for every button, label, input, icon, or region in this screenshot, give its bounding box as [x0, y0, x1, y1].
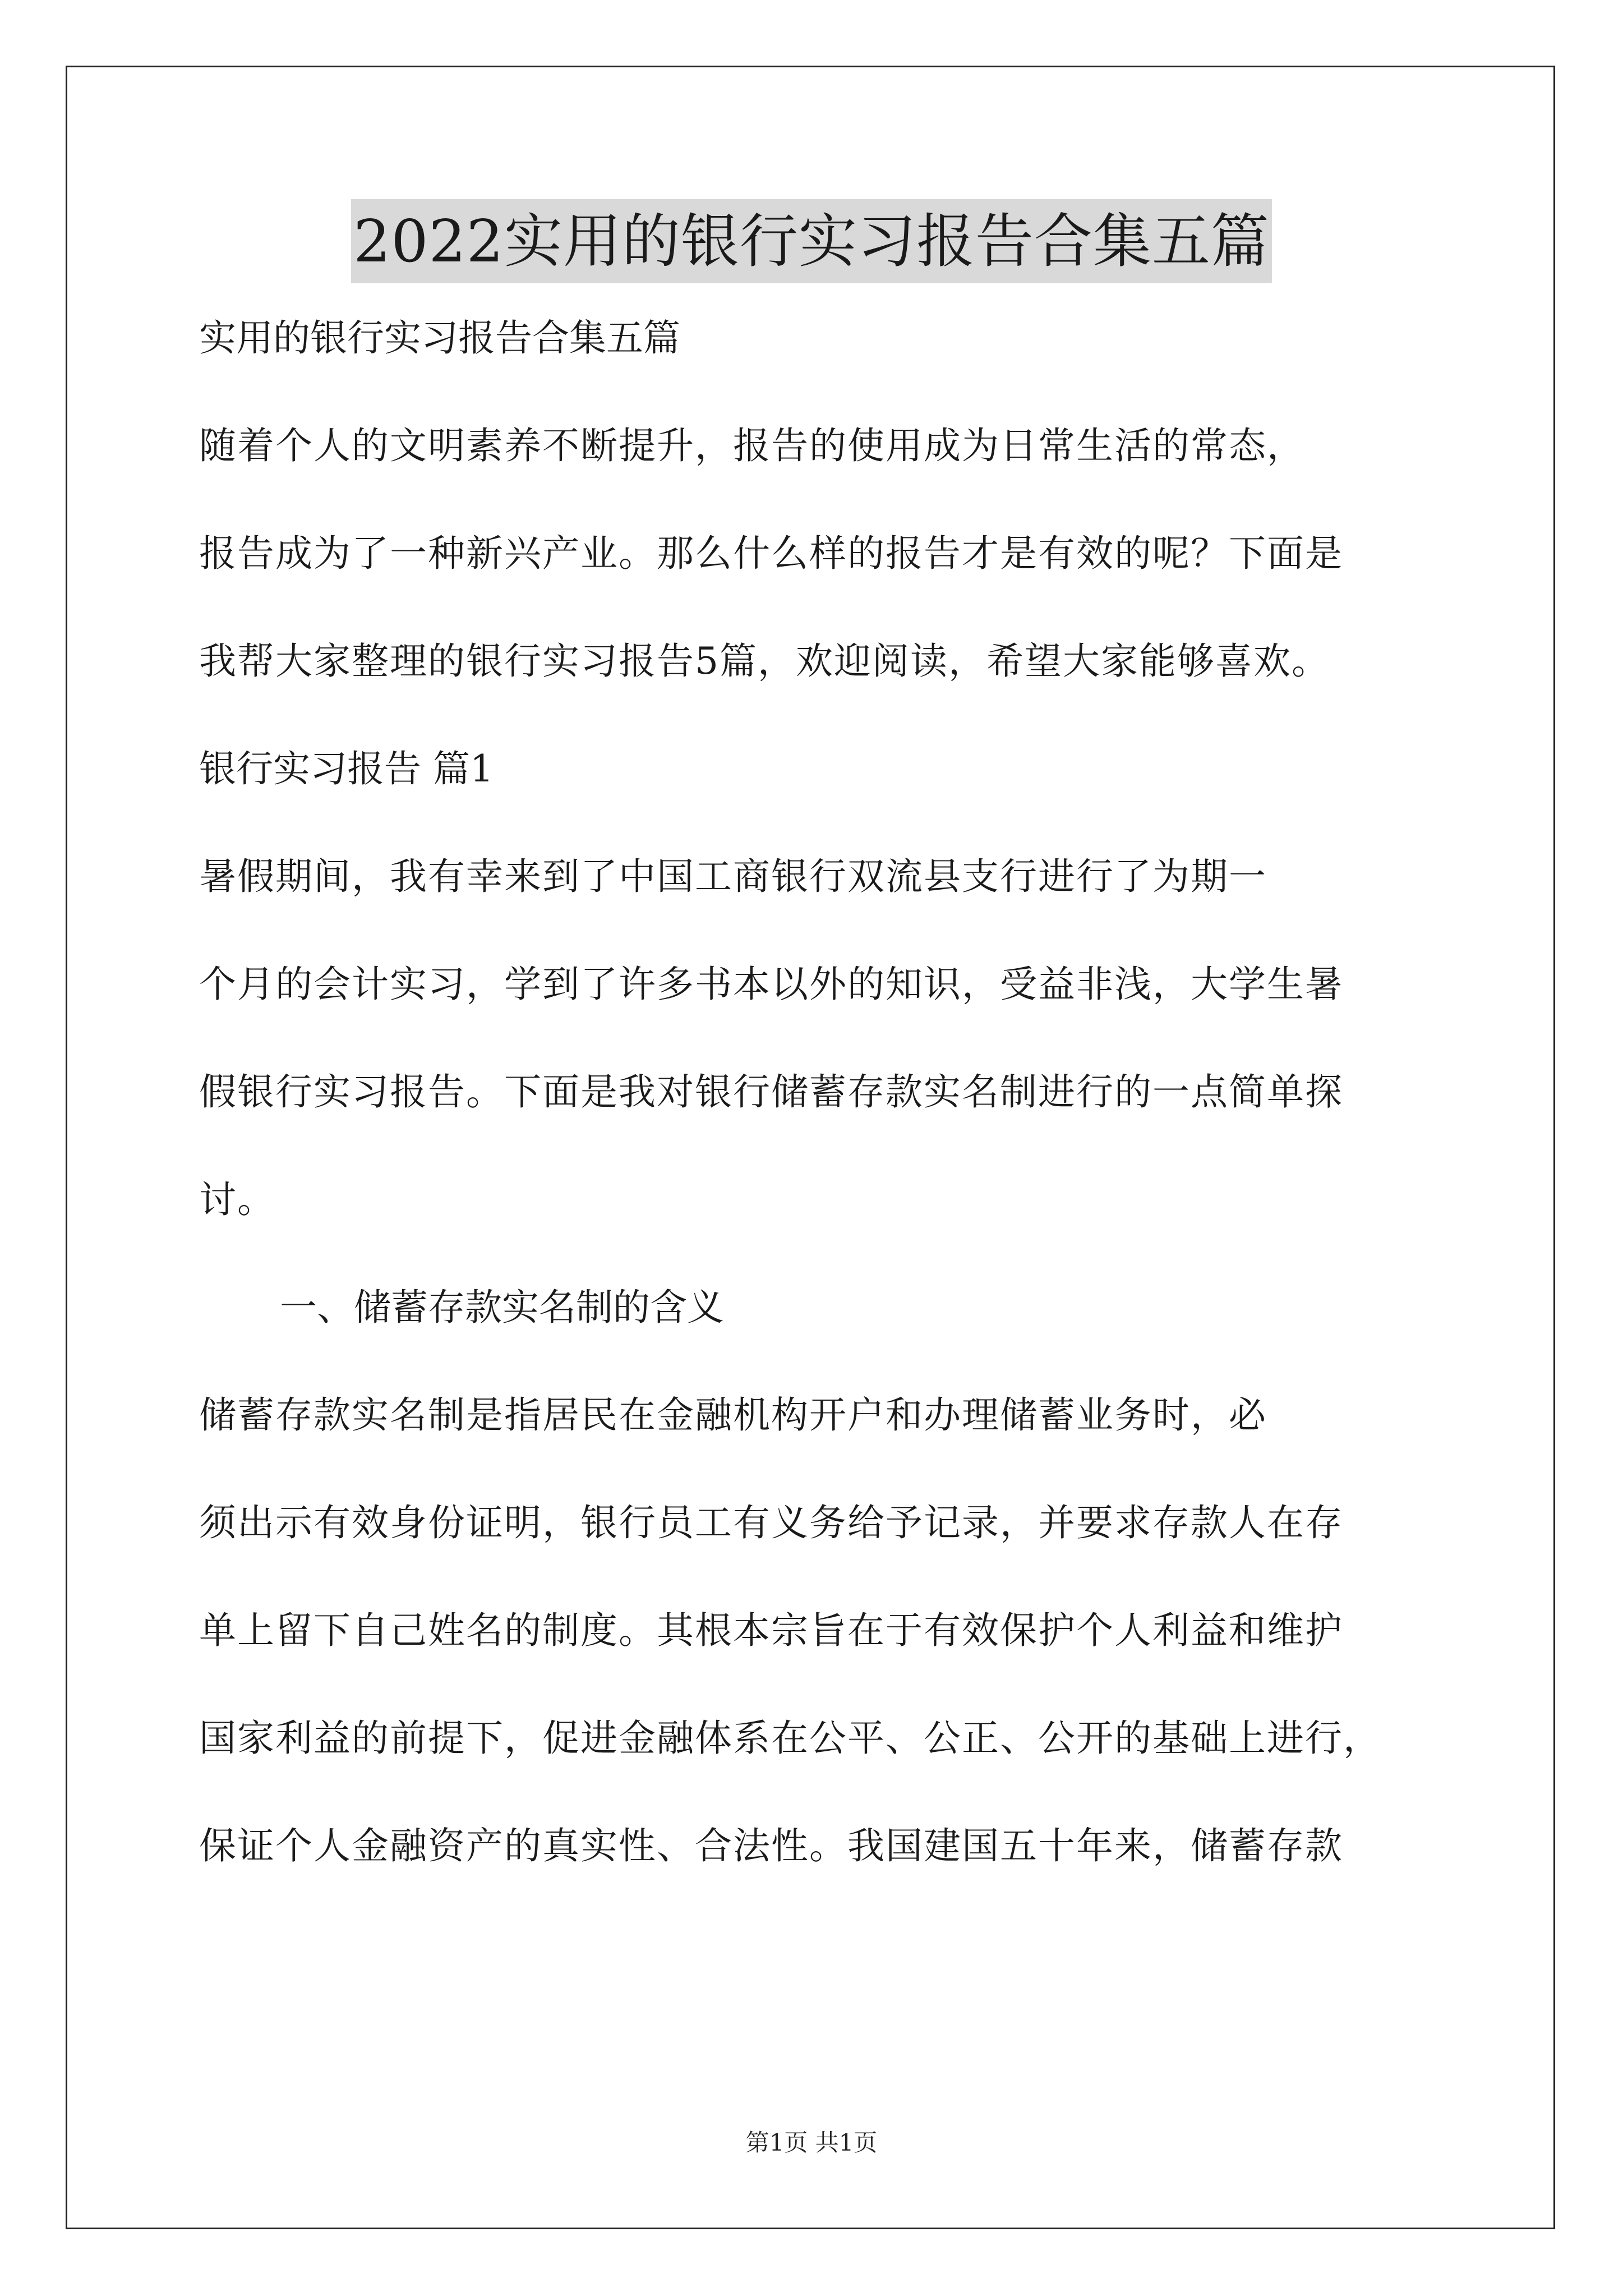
subheading: 一、储蓄存款实名制的含义: [280, 1286, 724, 1329]
page-footer: 第1页 共1页: [745, 2129, 878, 2156]
paragraph-line: 讨。: [199, 1178, 275, 1221]
paragraph-line: 个月的会计实习，学到了许多书本以外的知识，受益非浅，大学生暑: [199, 963, 1343, 1006]
paragraph-line: 保证个人金融资产的真实性、合法性。我国建国五十年来，储蓄存款: [199, 1824, 1343, 1867]
paragraph-line: 国家利益的前提下，促进金融体系在公平、公正、公开的基础上进行，: [199, 1717, 1381, 1760]
paragraph-line: 单上留下自己姓名的制度。其根本宗旨在于有效保护个人利益和维护: [199, 1609, 1343, 1652]
paragraph-line: 须出示有效身份证明，银行员工有义务给予记录，并要求存款人在存: [199, 1501, 1343, 1544]
intro-line: 随着个人的文明素养不断提升，报告的使用成为日常生活的常态，: [199, 424, 1305, 467]
paragraph-line: 暑假期间，我有幸来到了中国工商银行双流县支行进行了为期一: [199, 855, 1267, 898]
paragraph-line: 假银行实习报告。下面是我对银行储蓄存款实名制进行的一点简单探: [199, 1070, 1343, 1114]
intro-line: 报告成为了一种新兴产业。那么什么样的报告才是有效的呢？下面是: [199, 532, 1343, 575]
document-subtitle: 实用的银行实习报告合集五篇: [199, 316, 680, 360]
paragraph-line: 储蓄存款实名制是指居民在金融机构开户和办理储蓄业务时，必: [199, 1393, 1267, 1437]
document-body: [199, 311, 1433, 1927]
title-container: [0, 199, 1623, 283]
section-heading: 银行实习报告 篇1: [199, 747, 494, 790]
intro-line: 我帮大家整理的银行实习报告5篇，欢迎阅读，希望大家能够喜欢。: [199, 639, 1330, 683]
document-title: 2022实用的银行实习报告合集五篇: [351, 199, 1272, 283]
